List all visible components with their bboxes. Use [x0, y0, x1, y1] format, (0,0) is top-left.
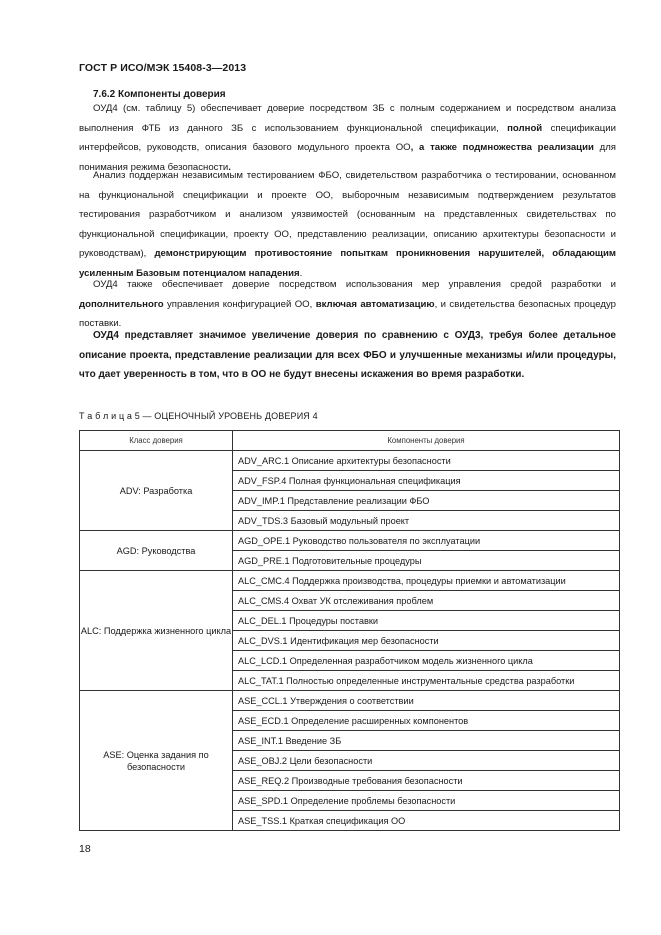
assurance-class-cell: ASE: Оценка задания по безопасности	[80, 691, 233, 831]
text-run: .	[299, 267, 303, 279]
assurance-component-cell: ASE_REQ.2 Производные требования безопасности	[233, 771, 620, 791]
section-title: 7.6.2 Компоненты доверия	[93, 89, 226, 100]
page-number: 18	[79, 843, 91, 855]
table-row	[80, 531, 620, 551]
assurance-component-cell: ALC_LCD.1 Определенная разработчиком модель жизненного цикла	[233, 651, 620, 671]
assurance-component-cell: ASE_CCL.1 Утверждения о соответствии	[233, 691, 620, 711]
header-components: Компоненты доверия	[233, 431, 620, 451]
bold-text-run: демонстрирующим противостояние попыткам проникновения нарушителей, обладающим усиленным Базовым потенциалом нападения	[79, 248, 616, 279]
text-run: ОУД4 также обеспечивает доверие посредством использования мер управления средой разработки и	[93, 279, 616, 290]
text-run: ОУД4 (см. таблицу 5) обеспечивает доверие посредством ЗБ с полным содержанием и посредством анализа выполнения ФТБ из данного ЗБ с использованием функциональной спецификации,	[79, 103, 616, 134]
assurance-table	[79, 430, 620, 831]
assurance-component-cell: ADV_TDS.3 Базовый модульный проект	[233, 511, 620, 531]
table-row	[80, 451, 620, 471]
table-caption: Т а б л и ц а 5 — ОЦЕНОЧНЫЙ УРОВЕНЬ ДОВЕРИЯ 4	[79, 411, 318, 421]
paragraph-3	[79, 275, 616, 334]
assurance-component-cell: ADV_FSP.4 Полная функциональная спецификация	[233, 471, 620, 491]
text-run: , и свидетельства безопасных процедур поставки.	[79, 298, 616, 329]
assurance-component-cell: ADV_ARC.1 Описание архитектуры безопасности	[233, 451, 620, 471]
assurance-component-cell: AGD_PRE.1 Подготовительные процедуры	[233, 551, 620, 571]
table-row	[80, 691, 620, 711]
assurance-class-cell: AGD: Руководства	[80, 531, 233, 571]
table-header-row	[80, 431, 620, 451]
paragraph-4: ОУД4 представляет значимое увеличение доверия по сравнению с ОУД3, требуя более детальное описание проекта, представление реализации для всех ФБО и улучшенные механизмы и/или процедуры, что дает уверенность в том, что в ОО не будут внесены искажения во время разработки.	[79, 330, 616, 380]
text-run: спецификации интерфейсов, руководств, описания базового модульного проекта ОО	[79, 122, 617, 153]
bold-text-run: полной	[507, 122, 543, 134]
header-class: Класс доверия	[80, 431, 233, 451]
assurance-component-cell: AGD_OPE.1 Руководство пользователя по эксплуатации	[233, 531, 620, 551]
assurance-component-cell: ASE_INT.1 Введение ЗБ	[233, 731, 620, 751]
assurance-component-cell: ALC_CMS.4 Охват УК отслеживания проблем	[233, 591, 620, 611]
text-run: управления конфигурацией ОО,	[163, 298, 316, 310]
assurance-component-cell: ADV_IMP.1 Представление реализации ФБО	[233, 491, 620, 511]
table-body	[80, 451, 620, 831]
assurance-class-cell: ALC: Поддержка жизненного цикла	[80, 571, 233, 691]
assurance-component-cell: ASE_TSS.1 Краткая спецификация ОО	[233, 811, 620, 831]
assurance-component-cell: ASE_OBJ.2 Цели безопасности	[233, 751, 620, 771]
assurance-component-cell: ASE_SPD.1 Определение проблемы безопасности	[233, 791, 620, 811]
assurance-component-cell: ASE_ECD.1 Определение расширенных компонентов	[233, 711, 620, 731]
text-run: Анализ поддержан независимым тестированием ФБО, свидетельством разработчика о тестировании, основанном на функциональной спецификации и проекте ОО, выборочным независимым подтверждением результатов тестирования разработчиком и анализом уязвимостей (основанным на представленных свидетельствах по функциональной спецификации, проекту ОО, представлению реализации, описанию архитектуры безопасности и руководствам),	[79, 170, 616, 259]
assurance-component-cell: ALC_DVS.1 Идентификация мер безопасности	[233, 631, 620, 651]
table-row	[80, 571, 620, 591]
assurance-component-cell: ALC_TAT.1 Полностью определенные инструментальные средства разработки	[233, 671, 620, 691]
bold-text-run: дополнительного	[79, 298, 164, 310]
bold-text-run: , а также подмножества реализации	[410, 142, 594, 153]
paragraph-2	[79, 166, 616, 283]
assurance-component-cell: ALC_DEL.1 Процедуры поставки	[233, 611, 620, 631]
assurance-class-cell: ADV: Разработка	[80, 451, 233, 531]
text-run: для понимания режима безопасности	[79, 142, 616, 173]
bold-text-run: .	[228, 161, 231, 173]
bold-text-run: включая автоматизацию	[315, 298, 435, 310]
assurance-component-cell: ALC_CMC.4 Поддержка производства, процедуры приемки и автоматизации	[233, 571, 620, 591]
document-header: ГОСТ Р ИСО/МЭК 15408-3—2013	[79, 62, 247, 74]
